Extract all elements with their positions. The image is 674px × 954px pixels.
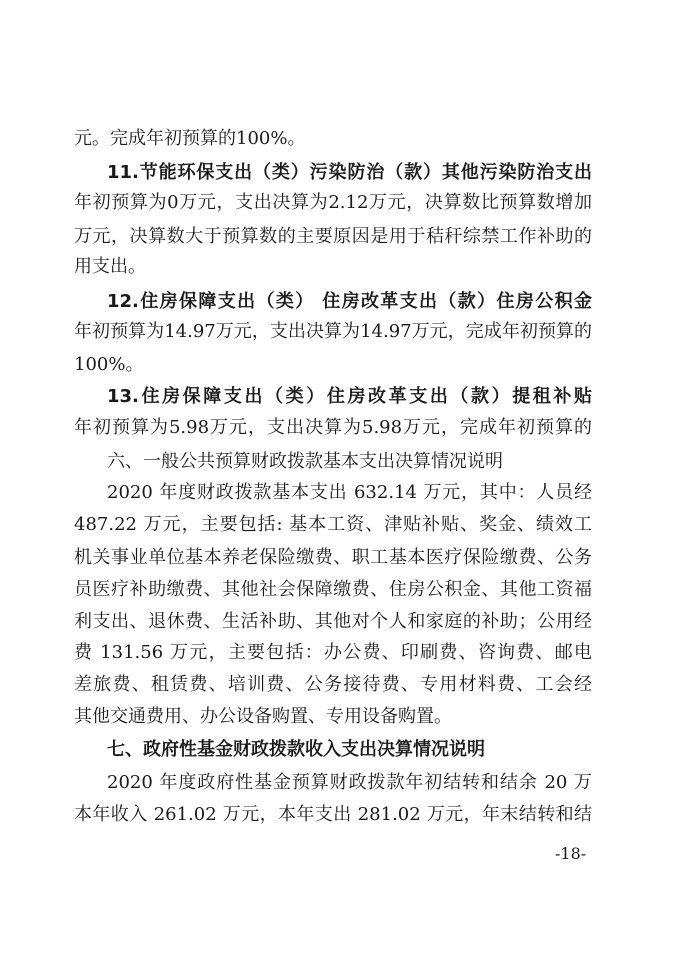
section-heading-13: 13.住房保障支出（类）住房改革支出（款）提租补贴 <box>107 386 592 407</box>
body-text-line: 元。完成年初预算的100%。 <box>74 128 306 149</box>
body-text-line: 2020 年度政府性基金预算财政拨款年初结转和结余 20 万 <box>107 772 592 793</box>
body-text-line: 万元，决算数大于预算数的主要原因是用于秸秆综禁工作补助的 <box>74 226 592 247</box>
section-heading-7: 七、政府性基金财政拨款收入支出决算情况说明 <box>107 739 485 760</box>
section-heading-12: 12.住房保障支出（类） 住房改革支出（款）住房公积金 <box>107 291 592 312</box>
body-text-line: 费 131.56 万元，主要包括：办公费、印刷费、咨询费、邮电 <box>74 642 592 663</box>
page-number: -18- <box>555 844 587 863</box>
body-text-line: 年初预算为0万元，支出决算为2.12万元，决算数比预算数增加 <box>74 192 592 213</box>
body-text-line: 其他交通费用、办公设备购置、专用设备购置。 <box>74 706 452 727</box>
body-text-line: 利支出、退休费、生活补助、其他对个人和家庭的补助；公用经 <box>74 611 592 632</box>
section-heading-11: 11.节能环保支出（类）污染防治（款）其他污染防治支出 <box>107 162 592 183</box>
body-text-line: 100%。 <box>74 354 144 375</box>
body-text-line: 2020 年度财政拨款基本支出 632.14 万元，其中：人员经 <box>107 482 592 503</box>
section-heading-6: 六、一般公共预算财政拨款基本支出决算情况说明 <box>107 451 503 472</box>
body-text-line: 年初预算为14.97万元，支出决算为14.97万元，完成年初预算的 <box>74 321 592 342</box>
body-text-line: 差旅费、租赁费、培训费、公务接待费、专用材料费、工会经 <box>74 674 592 695</box>
body-text-line: 机关事业单位基本养老保险缴费、职工基本医疗保险缴费、公务 <box>74 547 592 568</box>
body-text-line: 用支出。 <box>74 256 146 277</box>
body-text-line: 本年收入 261.02 万元，本年支出 281.02 万元，年末结转和结 <box>74 804 592 825</box>
body-text-line: 员医疗补助缴费、其他社会保障缴费、住房公积金、其他工资福 <box>74 579 592 600</box>
body-text-line: 年初预算为5.98万元，支出决算为5.98万元，完成年初预算的 <box>74 417 592 438</box>
body-text-line: 487.22 万元，主要包括: 基本工资、津贴补贴、奖金、绩效工 <box>74 514 592 535</box>
